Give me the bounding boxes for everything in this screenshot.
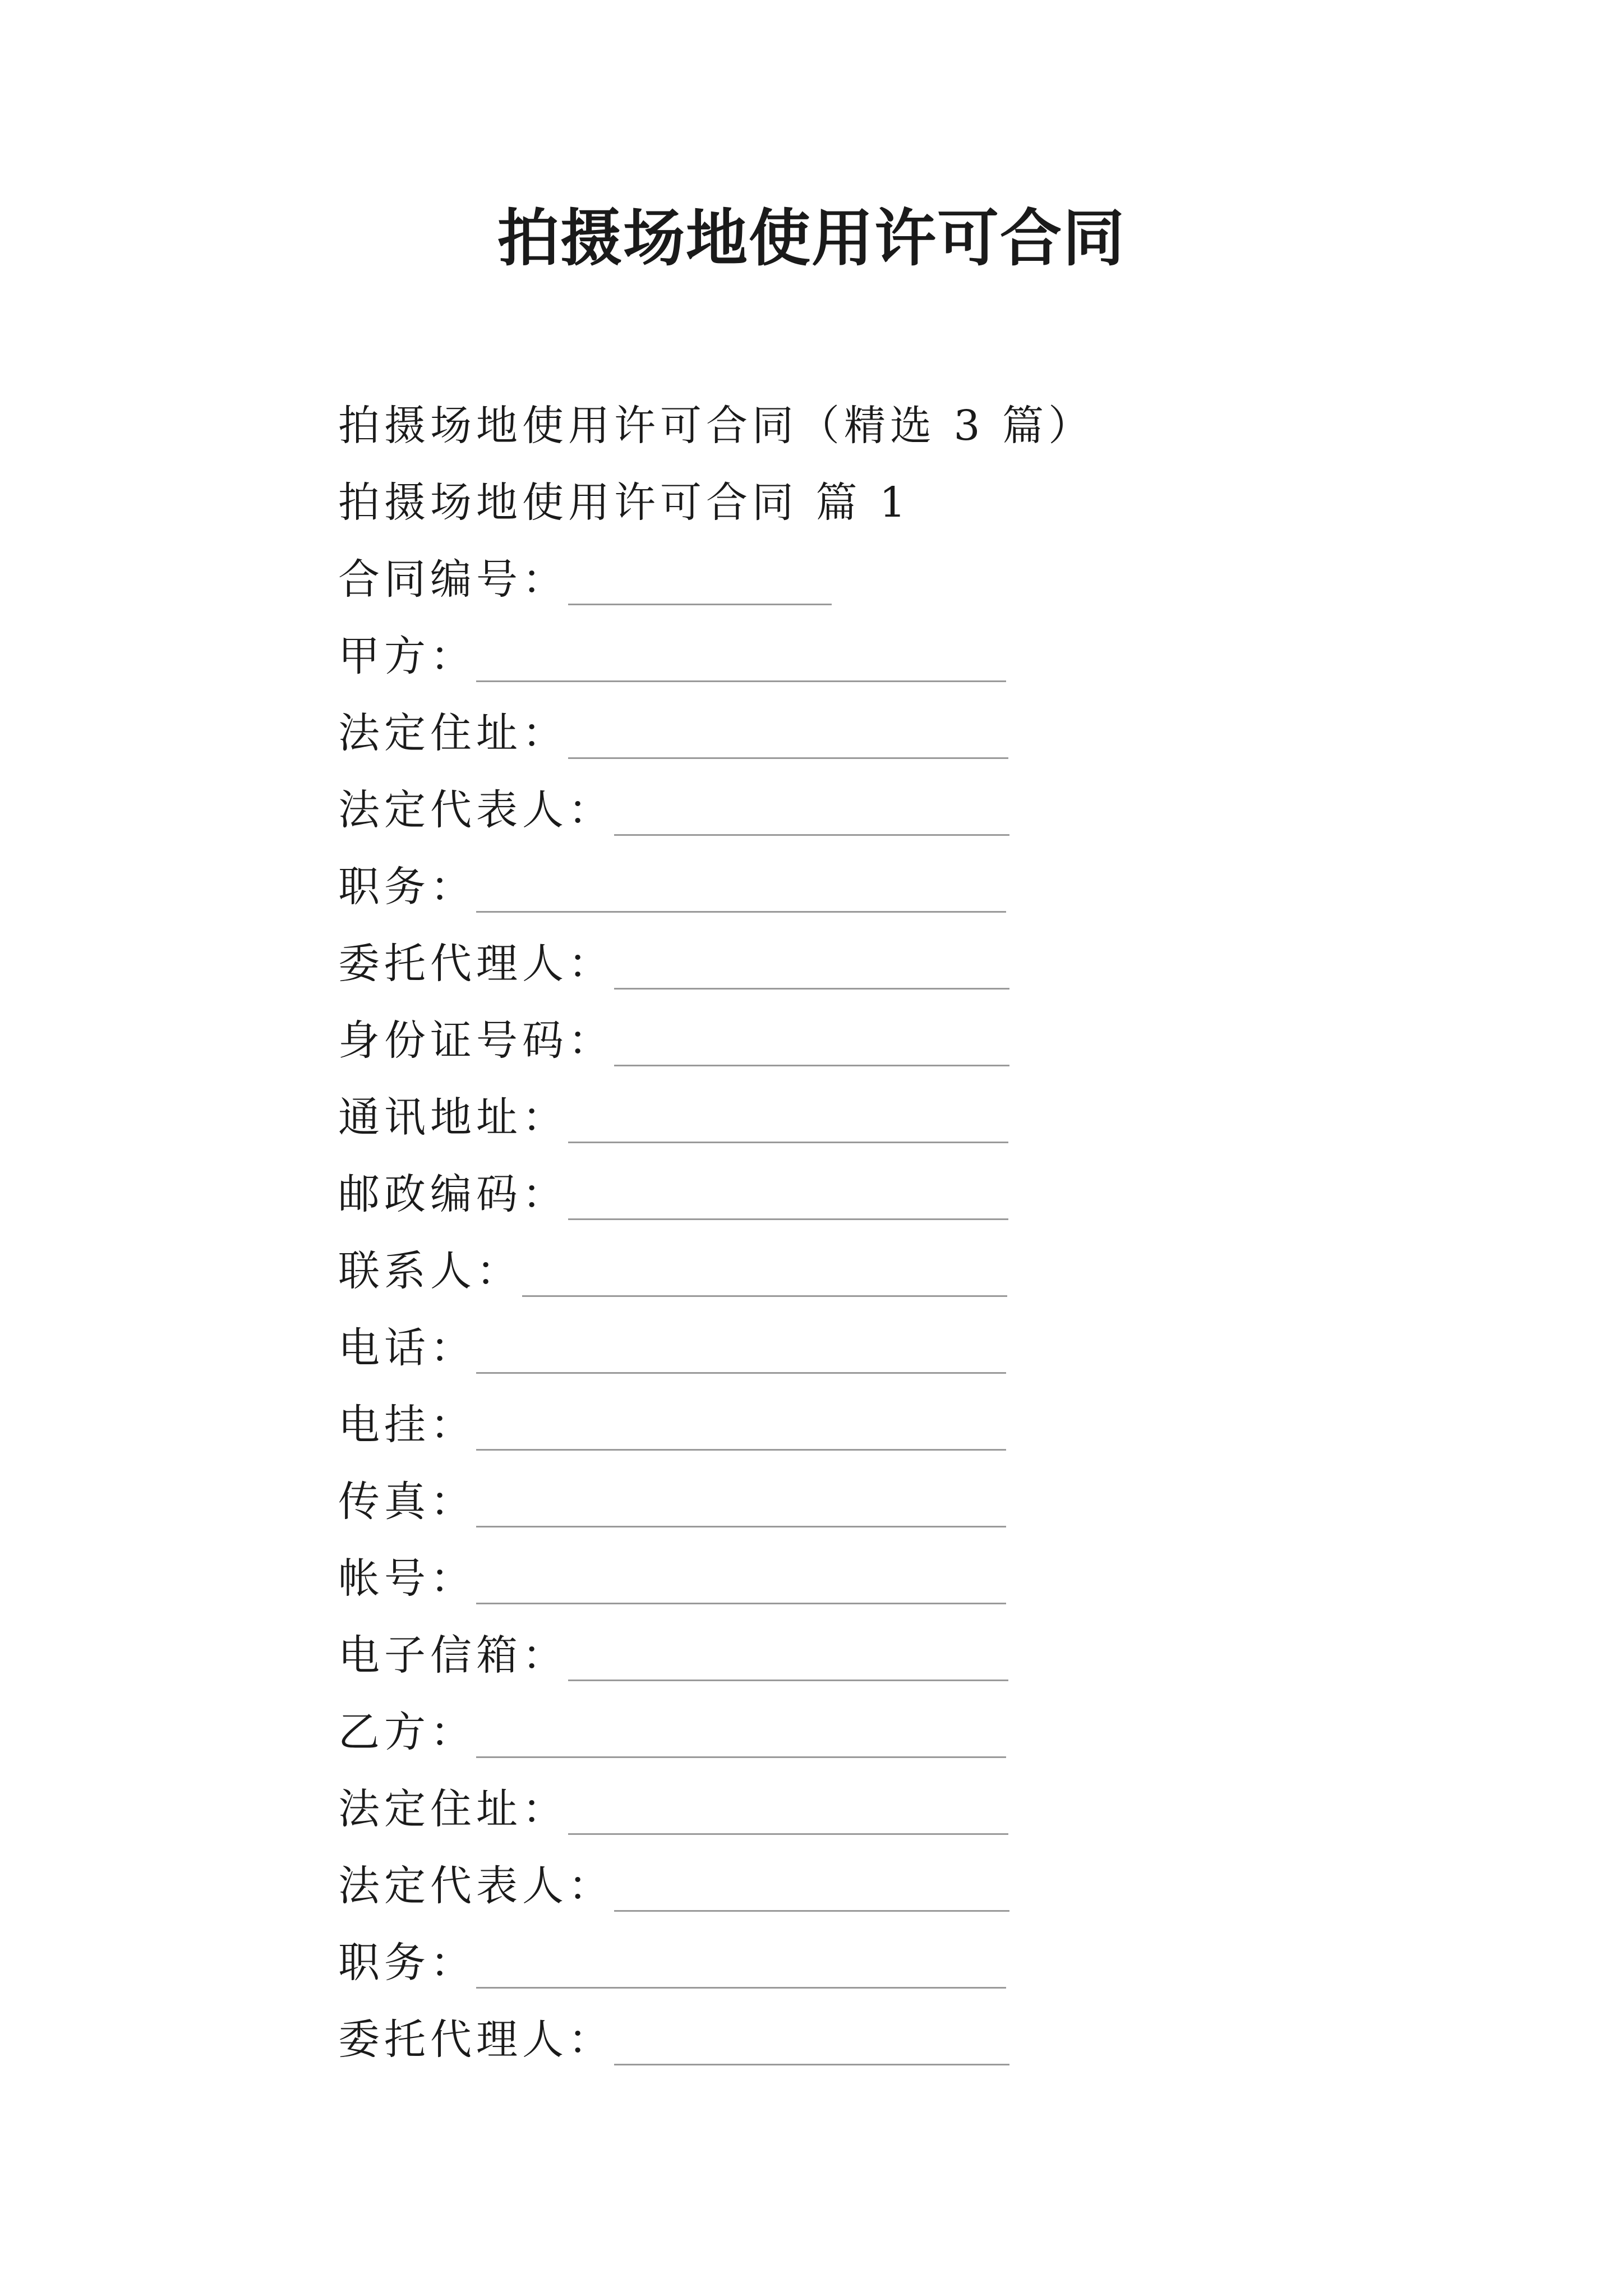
fill-in-blank [568, 1102, 1008, 1143]
fill-in-blank [476, 1410, 1006, 1451]
field-label: 法定代表人： [338, 786, 614, 834]
field-party-a-postcode [338, 1145, 1235, 1222]
fill-in-blank [614, 949, 1009, 990]
fill-in-blank [568, 1640, 1008, 1681]
fill-in-blank [476, 641, 1006, 682]
field-label: 职务： [338, 863, 476, 911]
field-party-a-legal-rep [338, 761, 1235, 838]
field-party-b [338, 1683, 1235, 1760]
field-label: 通讯地址： [338, 1093, 568, 1142]
fill-in-blank [476, 1948, 1006, 1989]
fill-in-blank [614, 2024, 1009, 2065]
field-label: 帐号： [338, 1554, 476, 1603]
field-label: 合同编号： [338, 555, 568, 604]
field-label: 委托代理人： [338, 2016, 614, 2064]
field-party-a-phone [338, 1299, 1235, 1376]
fill-in-blank [522, 1256, 1007, 1297]
field-label: 电挂： [338, 1401, 476, 1449]
field-party-a-account [338, 1530, 1235, 1607]
fill-in-blank [476, 1563, 1006, 1604]
field-label: 传真： [338, 1478, 476, 1526]
field-label: 法定住址： [338, 709, 568, 757]
section-heading [338, 454, 1235, 531]
field-party-b-agent [338, 1991, 1235, 2068]
field-party-a-address [338, 684, 1235, 761]
field-party-a-agent [338, 915, 1235, 992]
field-party-b-address [338, 1760, 1235, 1837]
document-body [338, 377, 1235, 2068]
field-party-a-mail-address [338, 1069, 1235, 1145]
field-party-b-position [338, 1914, 1235, 1991]
field-party-a [338, 608, 1235, 684]
field-party-a-fax [338, 1453, 1235, 1530]
field-label: 甲方： [338, 632, 476, 680]
field-party-b-legal-rep [338, 1837, 1235, 1914]
field-contract-number [338, 531, 1235, 608]
fill-in-blank [476, 1333, 1006, 1374]
field-label: 电子信箱： [338, 1631, 568, 1680]
field-label: 委托代理人： [338, 940, 614, 988]
field-label: 联系人： [338, 1247, 522, 1295]
fill-in-blank [568, 1794, 1008, 1835]
field-label: 法定住址： [338, 1785, 568, 1833]
field-label: 职务： [338, 1939, 476, 1987]
field-party-a-id-number [338, 992, 1235, 1069]
field-party-a-contact [338, 1222, 1235, 1299]
document-title: 拍摄场地使用许可合同 [497, 202, 1126, 274]
field-label: 邮政编码： [338, 1170, 568, 1218]
fill-in-blank [614, 1871, 1009, 1912]
fill-in-blank [614, 1025, 1009, 1066]
fill-in-blank [476, 1717, 1006, 1758]
field-party-a-email [338, 1607, 1235, 1683]
fill-in-blank [568, 564, 832, 605]
fill-in-blank [476, 1487, 1006, 1527]
section-heading-text: 拍摄场地使用许可合同 篇 1 [338, 478, 911, 527]
fill-in-blank [568, 1179, 1008, 1220]
document-subtitle [338, 377, 1235, 454]
field-label: 法定代表人： [338, 1862, 614, 1910]
subtitle-text: 拍摄场地使用许可合同（精选 3 篇） [338, 402, 1095, 450]
field-label: 乙方： [338, 1708, 476, 1756]
field-party-a-telegraph [338, 1376, 1235, 1453]
field-label: 电话： [338, 1324, 476, 1372]
field-label: 身份证号码： [338, 1016, 614, 1065]
field-party-a-position [338, 838, 1235, 915]
fill-in-blank [476, 872, 1006, 913]
fill-in-blank [568, 718, 1008, 759]
fill-in-blank [614, 795, 1009, 836]
